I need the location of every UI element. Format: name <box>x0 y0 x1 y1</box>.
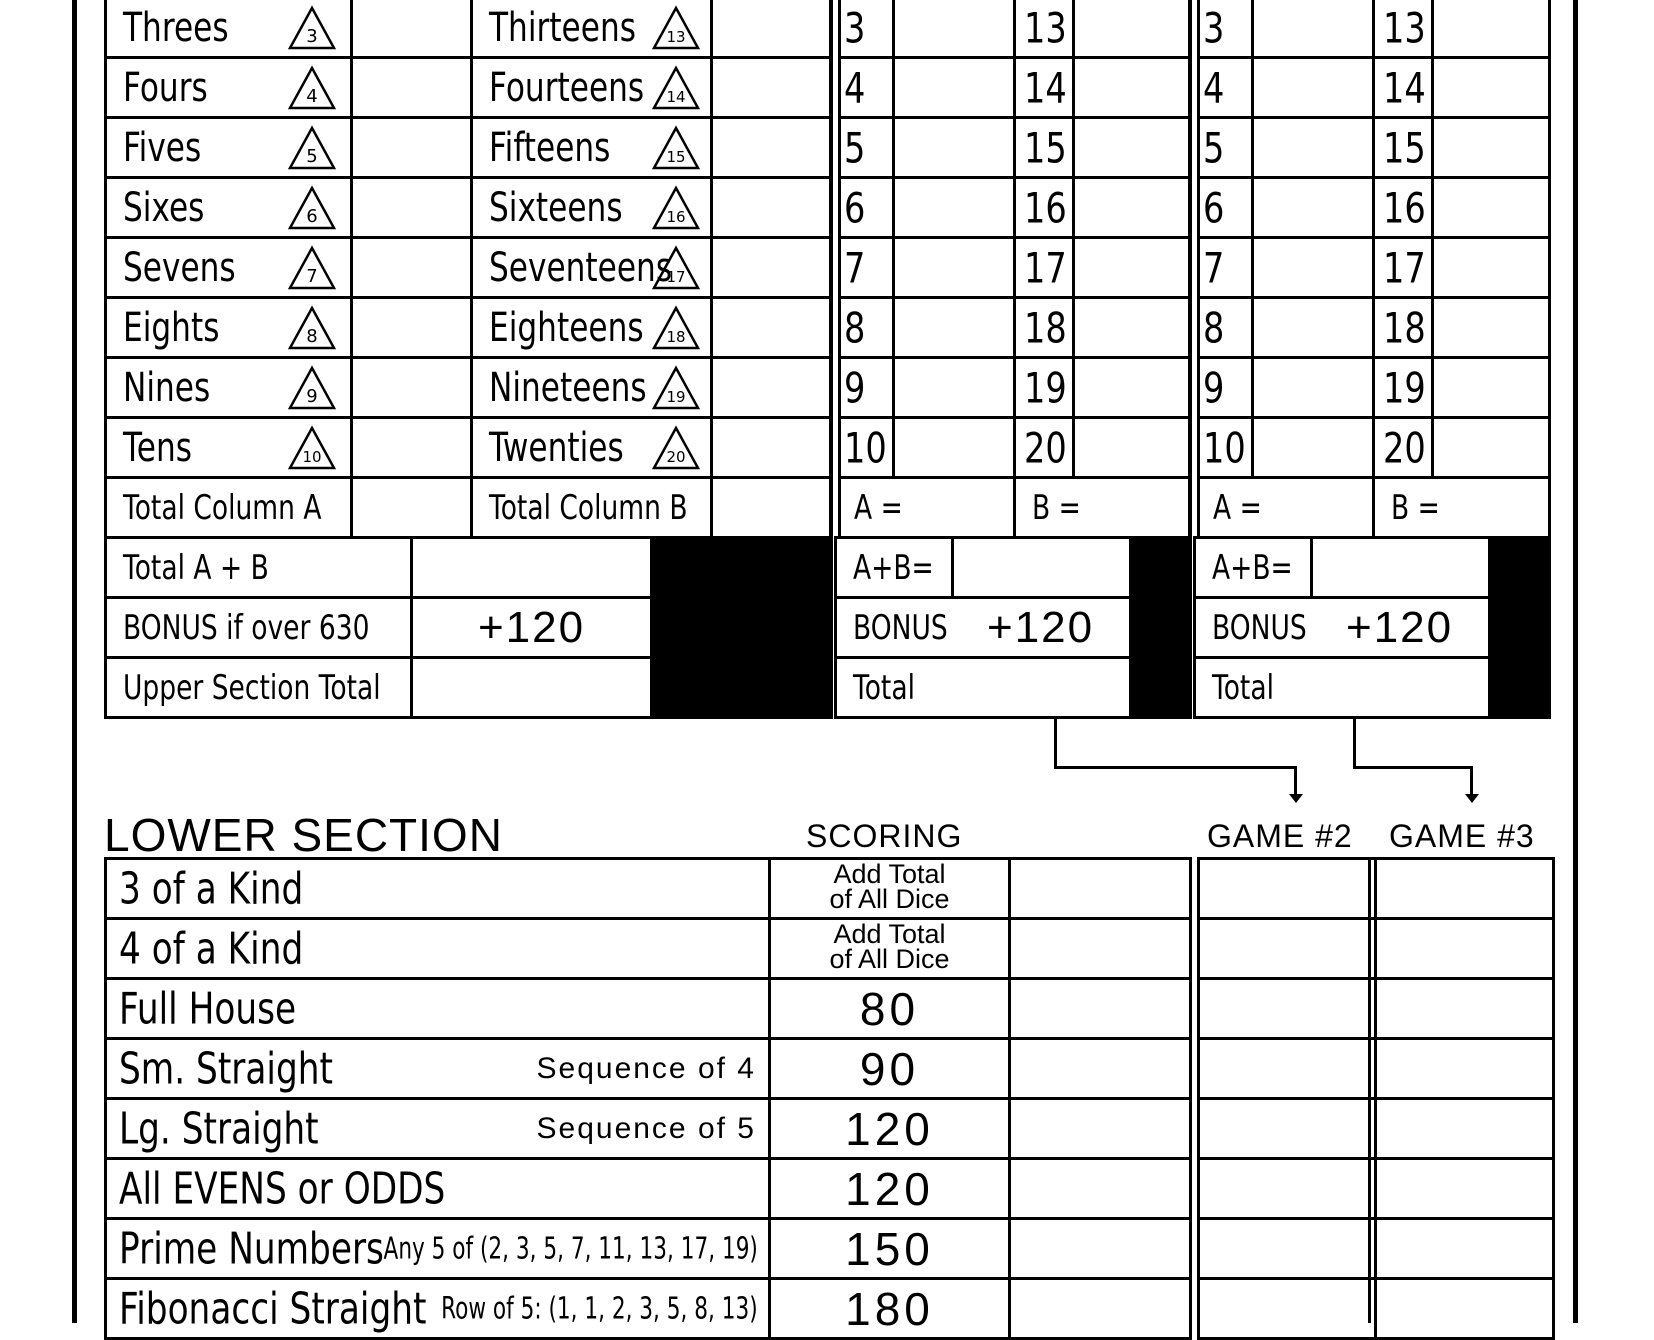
lower-row-label <box>104 1097 771 1160</box>
score-cell-b[interactable] <box>710 356 830 419</box>
game-number: 17 <box>1024 243 1067 292</box>
game1-score-cell[interactable] <box>1008 917 1192 980</box>
triangle-number-icon <box>651 245 701 291</box>
game-number: 16 <box>1024 183 1067 232</box>
row-label: Tens <box>123 424 192 471</box>
blackout-block <box>1488 536 1551 719</box>
game-score-b[interactable] <box>1072 416 1192 479</box>
game2-score-cell[interactable] <box>1197 857 1377 920</box>
triangle-number-icon <box>651 305 701 351</box>
game-score-b[interactable] <box>1431 116 1551 179</box>
score-cell-a[interactable] <box>350 116 473 179</box>
bonus-label-text: BONUS if over 630 <box>123 607 370 648</box>
game-score-b[interactable] <box>1072 176 1192 239</box>
game-number-cell <box>1372 296 1434 359</box>
score-cell-b[interactable] <box>710 0 830 59</box>
svg-text:10: 10 <box>302 448 322 466</box>
game-number-cell <box>838 56 895 119</box>
row-label: Nineteens <box>489 364 647 411</box>
game-number-cell <box>1372 416 1434 479</box>
game-number: 18 <box>1383 303 1426 352</box>
svg-text:16: 16 <box>666 208 686 226</box>
score-value: 80 <box>859 982 920 1035</box>
row-label: Fifteens <box>489 124 611 171</box>
triangle-number-icon <box>287 65 337 111</box>
game-number-cell <box>838 116 895 179</box>
svg-text:14: 14 <box>666 88 686 106</box>
triangle-number-icon <box>651 185 701 231</box>
game-number-cell <box>1197 116 1254 179</box>
triangle-number-icon <box>651 125 701 171</box>
total-column-b-cell[interactable] <box>710 476 830 539</box>
upper-row-label-b <box>470 56 713 119</box>
svg-text:19: 19 <box>666 388 686 406</box>
game-total-a[interactable] <box>1197 476 1375 539</box>
upper-row-label-b <box>470 236 713 299</box>
upper-section-total-cell[interactable] <box>410 656 653 719</box>
double-rule <box>1368 857 1371 1323</box>
game-number: 5 <box>844 123 866 172</box>
row-label: Threes <box>123 4 229 51</box>
game-number-cell <box>1013 116 1075 179</box>
game1-score-cell[interactable] <box>1008 1217 1192 1280</box>
svg-text:18: 18 <box>666 328 686 346</box>
game-total-label: Total <box>1212 667 1274 708</box>
svg-text:9: 9 <box>306 386 318 407</box>
game3-score-cell[interactable] <box>1374 857 1555 920</box>
score-cell-b[interactable] <box>710 56 830 119</box>
score-cell-a[interactable] <box>350 416 473 479</box>
upper-row-label-a <box>104 176 353 239</box>
score-line2: of All Dice <box>829 944 950 974</box>
lower-row-label <box>104 977 771 1040</box>
game1-score-cell[interactable] <box>1008 857 1192 920</box>
row-label: Sevens <box>123 244 236 291</box>
row-label: Eights <box>123 304 220 351</box>
game-number-cell <box>1197 356 1254 419</box>
score-line1: Add Total <box>833 919 946 949</box>
game2-score-cell[interactable] <box>1197 1097 1377 1160</box>
score-line1: Add Total <box>833 859 946 889</box>
game-score-b[interactable] <box>1072 236 1192 299</box>
connector-line <box>1054 716 1057 768</box>
game-number-cell <box>1197 296 1254 359</box>
game-number-cell <box>838 0 895 59</box>
game-score-b[interactable] <box>1072 116 1192 179</box>
game-number-cell <box>1013 356 1075 419</box>
game-number: 19 <box>1024 363 1067 412</box>
game-number: 19 <box>1383 363 1426 412</box>
game-number: 15 <box>1383 123 1426 172</box>
game-number: 20 <box>1383 423 1426 472</box>
upper-section-total-label <box>104 656 413 719</box>
scoring-cell <box>768 857 1011 920</box>
game-number: 16 <box>1383 183 1426 232</box>
game-bonus-label: BONUS <box>853 607 948 648</box>
game-number-cell <box>1013 416 1075 479</box>
bonus-label-cell[interactable] <box>410 596 653 659</box>
game-number: 8 <box>1203 303 1225 352</box>
upper-row-label-a <box>104 0 353 59</box>
game-score-a[interactable] <box>892 296 1016 359</box>
score-value: 150 <box>845 1222 934 1275</box>
game-b-label: B = <box>1391 487 1440 528</box>
game-total-cell[interactable] <box>834 656 1132 719</box>
game-number-cell <box>838 236 895 299</box>
game-score-b[interactable] <box>1431 0 1551 59</box>
game3-score-cell[interactable] <box>1374 1157 1555 1220</box>
connector-line <box>1054 766 1297 769</box>
lower-row-label-text: Prime Numbers <box>119 1223 384 1274</box>
double-rule <box>1374 857 1377 1323</box>
svg-text:3: 3 <box>306 26 318 47</box>
row-label: Thirteens <box>489 4 636 51</box>
row-label: Sixes <box>123 184 205 231</box>
game-number-cell <box>1013 296 1075 359</box>
lower-row-note: Sequence of 4 <box>536 1051 756 1085</box>
game-total-a[interactable] <box>838 476 1016 539</box>
game-score-a[interactable] <box>1251 56 1375 119</box>
lower-row-note: Row of 5: (1, 1, 2, 3, 5, 8, 13) <box>441 1291 758 1326</box>
lower-row-label-text: Full House <box>119 983 297 1034</box>
game3-score-cell[interactable] <box>1374 1097 1555 1160</box>
game-score-b[interactable] <box>1072 0 1192 59</box>
game-number-cell <box>1372 0 1434 59</box>
triangle-number-icon <box>287 365 337 411</box>
game-number: 17 <box>1383 243 1426 292</box>
game-bonus-label: BONUS <box>1212 607 1307 648</box>
game-number: 9 <box>844 363 866 412</box>
scoring-cell <box>768 1097 1011 1160</box>
game1-score-cell[interactable] <box>1008 1157 1192 1220</box>
game1-score-cell[interactable] <box>1008 1097 1192 1160</box>
game3-score-cell[interactable] <box>1374 917 1555 980</box>
svg-text:7: 7 <box>306 266 318 287</box>
blackout-block <box>1129 536 1192 719</box>
game-number-cell <box>838 176 895 239</box>
upper-row-label-b <box>470 0 713 59</box>
total-a-plus-b-cell[interactable] <box>410 536 653 599</box>
svg-text:17: 17 <box>666 268 686 286</box>
game1-score-cell[interactable] <box>1008 977 1192 1040</box>
game-a-label: A = <box>854 487 903 528</box>
game2-score-cell[interactable] <box>1197 977 1377 1040</box>
double-rule <box>1189 857 1192 1323</box>
game-score-a[interactable] <box>892 236 1016 299</box>
triangle-number-icon <box>287 425 337 471</box>
game-number-cell <box>1372 356 1434 419</box>
upper-row-label-a <box>104 416 353 479</box>
game-score-a[interactable] <box>1251 236 1375 299</box>
game2-score-cell[interactable] <box>1197 1277 1377 1340</box>
score-cell-b[interactable] <box>710 116 830 179</box>
game-number-cell <box>1197 56 1254 119</box>
game-score-b[interactable] <box>1431 356 1551 419</box>
game-number: 10 <box>1203 423 1246 472</box>
game-ab-cell[interactable] <box>1310 536 1491 599</box>
game-number: 15 <box>1024 123 1067 172</box>
connector-line <box>1470 766 1473 796</box>
score-cell-a[interactable] <box>350 176 473 239</box>
game-number: 13 <box>1383 3 1426 52</box>
game-number: 8 <box>844 303 866 352</box>
triangle-number-icon <box>287 245 337 291</box>
game-bonus-cell <box>834 596 1132 659</box>
game-ab-text: A+B= <box>1212 547 1293 588</box>
scoring-cell <box>768 1157 1011 1220</box>
game-score-a[interactable] <box>1251 356 1375 419</box>
game-number: 4 <box>844 63 866 112</box>
score-cell-b[interactable] <box>710 416 830 479</box>
score-value: 180 <box>845 1282 934 1335</box>
upper-row-label-b <box>470 356 713 419</box>
bonus-label-label <box>104 596 413 659</box>
upper-row-label-a <box>104 236 353 299</box>
lower-row-note: Sequence of 5 <box>536 1111 756 1145</box>
game-score-b[interactable] <box>1431 236 1551 299</box>
total-col-b-text: Total Column B <box>489 487 688 528</box>
game-score-b[interactable] <box>1072 356 1192 419</box>
game-ab-label <box>1193 536 1313 599</box>
game-number: 3 <box>844 3 866 52</box>
lower-row-label-text: 3 of a Kind <box>119 863 304 914</box>
lower-row-label <box>104 1277 771 1340</box>
score-cell-b[interactable] <box>710 176 830 239</box>
game-score-a[interactable] <box>1251 176 1375 239</box>
game-number-cell <box>1197 176 1254 239</box>
scoring-cell <box>768 1277 1011 1340</box>
game-a-label: A = <box>1213 487 1262 528</box>
game-number: 20 <box>1024 423 1067 472</box>
triangle-number-icon <box>651 425 701 471</box>
game-score-b[interactable] <box>1072 296 1192 359</box>
lower-row-label-text: All EVENS or ODDS <box>119 1163 446 1214</box>
connector-line <box>1353 766 1473 769</box>
svg-text:8: 8 <box>306 326 318 347</box>
game3-score-cell[interactable] <box>1374 1217 1555 1280</box>
total-a-plus-b-label <box>104 536 413 599</box>
total-column-a-label <box>104 476 353 539</box>
game-number-cell <box>838 416 895 479</box>
game-number-cell <box>1013 236 1075 299</box>
upper-row-label-b <box>470 116 713 179</box>
game-score-a[interactable] <box>892 56 1016 119</box>
upper-row-label-b <box>470 416 713 479</box>
triangle-number-icon <box>651 365 701 411</box>
game-number: 18 <box>1024 303 1067 352</box>
scoring-header: SCORING <box>806 818 963 854</box>
game-number: 10 <box>844 423 887 472</box>
game-number: 14 <box>1024 63 1067 112</box>
game3-score-cell[interactable] <box>1374 1037 1555 1100</box>
upper-row-label-a <box>104 296 353 359</box>
scoring-cell <box>768 1217 1011 1280</box>
row-label: Sixteens <box>489 184 623 231</box>
game-number: 9 <box>1203 363 1225 412</box>
game3-score-cell[interactable] <box>1374 1277 1555 1340</box>
game-score-a[interactable] <box>892 356 1016 419</box>
game-number-cell <box>1197 0 1254 59</box>
game-score-a[interactable] <box>892 416 1016 479</box>
triangle-number-icon <box>287 305 337 351</box>
lower-row-label <box>104 857 771 920</box>
game-number: 3 <box>1203 3 1225 52</box>
game-ab-cell[interactable] <box>951 536 1132 599</box>
triangle-number-icon <box>651 65 701 111</box>
row-label: Fours <box>123 64 208 111</box>
row-label: Seventeens <box>489 244 673 291</box>
game-score-a[interactable] <box>1251 0 1375 59</box>
game2-score-cell[interactable] <box>1197 1037 1377 1100</box>
bonus-value: +120 <box>477 602 586 652</box>
row-label: Eighteens <box>489 304 644 351</box>
game-score-b[interactable] <box>1431 416 1551 479</box>
scoring-cell <box>768 917 1011 980</box>
blackout-block <box>650 536 833 719</box>
game-number: 4 <box>1203 63 1225 112</box>
triangle-number-icon <box>287 185 337 231</box>
game-number-cell <box>1197 416 1254 479</box>
arrow-down-icon <box>1289 794 1303 803</box>
page-border-left <box>72 0 77 1323</box>
game-score-a[interactable] <box>892 176 1016 239</box>
lower-row-label <box>104 917 771 980</box>
game-number: 7 <box>1203 243 1225 292</box>
game-number-cell <box>1372 176 1434 239</box>
lower-row-label-text: Lg. Straight <box>119 1103 319 1154</box>
lower-row-label-text: Fibonacci Straight <box>119 1283 427 1334</box>
score-value: 120 <box>845 1102 934 1155</box>
connector-line <box>1353 716 1356 768</box>
double-rule <box>829 0 833 539</box>
svg-text:13: 13 <box>666 28 686 46</box>
game1-score-cell[interactable] <box>1008 1277 1192 1340</box>
total-column-a-cell[interactable] <box>350 476 473 539</box>
upper-row-label-b <box>470 296 713 359</box>
game-number-cell <box>1013 0 1075 59</box>
triangle-number-icon <box>287 5 337 51</box>
game-score-a[interactable] <box>892 0 1016 59</box>
svg-text:20: 20 <box>666 448 686 466</box>
row-label: Fives <box>123 124 202 171</box>
game2-score-cell[interactable] <box>1197 1217 1377 1280</box>
game1-score-cell[interactable] <box>1008 1037 1192 1100</box>
score-cell-b[interactable] <box>710 296 830 359</box>
scoring-cell <box>768 1037 1011 1100</box>
lower-row-label <box>104 1157 771 1220</box>
game-number-cell <box>1013 56 1075 119</box>
triangle-number-icon <box>651 5 701 51</box>
score-cell-a[interactable] <box>350 236 473 299</box>
game-number: 6 <box>844 183 866 232</box>
svg-text:4: 4 <box>306 86 318 107</box>
game-number: 7 <box>844 243 866 292</box>
game-ab-text: A+B= <box>853 547 934 588</box>
upper-row-label-a <box>104 56 353 119</box>
total-a-plus-b-text: Total A + B <box>123 547 269 588</box>
connector-line <box>1294 766 1297 796</box>
game-total-label: Total <box>853 667 915 708</box>
lower-row-label <box>104 1037 771 1100</box>
game-score-a[interactable] <box>892 116 1016 179</box>
score-cell-a[interactable] <box>350 56 473 119</box>
row-label: Fourteens <box>489 64 645 111</box>
upper-row-label-a <box>104 116 353 179</box>
game-number-cell <box>1372 236 1434 299</box>
game2-score-cell[interactable] <box>1197 917 1377 980</box>
game-score-a[interactable] <box>1251 116 1375 179</box>
total-column-b-label <box>470 476 713 539</box>
lower-row-label-text: 4 of a Kind <box>119 923 304 974</box>
game-score-b[interactable] <box>1431 296 1551 359</box>
score-cell-a[interactable] <box>350 356 473 419</box>
upper-row-label-a <box>104 356 353 419</box>
game-number-cell <box>1372 116 1434 179</box>
lower-row-note: Any 5 of (2, 3, 5, 7, 11, 13, 17, 19) <box>383 1231 758 1266</box>
svg-text:5: 5 <box>306 146 318 167</box>
row-label: Nines <box>123 364 211 411</box>
game-score-a[interactable] <box>1251 416 1375 479</box>
game2-header: GAME #2 <box>1207 818 1353 854</box>
game-total-cell[interactable] <box>1193 656 1491 719</box>
lower-section-title: LOWER SECTION <box>104 809 503 861</box>
page-border-right <box>1573 0 1578 1323</box>
game-number-cell <box>838 356 895 419</box>
game-bonus-value: +120 <box>987 602 1095 652</box>
triangle-number-icon <box>287 125 337 171</box>
game-total-b[interactable] <box>1372 476 1551 539</box>
upper-section-total-text: Upper Section Total <box>123 667 381 708</box>
lower-row-label <box>104 1217 771 1280</box>
score-cell-a[interactable] <box>350 0 473 59</box>
score-line2: of All Dice <box>829 884 950 914</box>
game-number-cell <box>838 296 895 359</box>
svg-text:15: 15 <box>666 148 686 166</box>
game-number: 6 <box>1203 183 1225 232</box>
arrow-down-icon <box>1465 794 1479 803</box>
score-cell-a[interactable] <box>350 296 473 359</box>
game-number: 13 <box>1024 3 1067 52</box>
game3-header: GAME #3 <box>1389 818 1535 854</box>
game-number-cell <box>1013 176 1075 239</box>
game-number-cell <box>1372 56 1434 119</box>
scoring-cell <box>768 977 1011 1040</box>
svg-text:6: 6 <box>306 206 318 227</box>
game-b-label: B = <box>1032 487 1081 528</box>
game-number-cell <box>1197 236 1254 299</box>
score-cell-b[interactable] <box>710 236 830 299</box>
row-label: Twenties <box>489 424 624 471</box>
game-score-b[interactable] <box>1072 56 1192 119</box>
game2-score-cell[interactable] <box>1197 1157 1377 1220</box>
total-col-a-text: Total Column A <box>123 487 322 528</box>
game-number: 14 <box>1383 63 1426 112</box>
game-total-b[interactable] <box>1013 476 1192 539</box>
game-score-b[interactable] <box>1431 56 1551 119</box>
score-value: 90 <box>859 1042 920 1095</box>
upper-row-label-b <box>470 176 713 239</box>
game-score-a[interactable] <box>1251 296 1375 359</box>
game-bonus-cell <box>1193 596 1491 659</box>
score-value: 120 <box>845 1162 934 1215</box>
game-ab-label <box>834 536 954 599</box>
game-number: 5 <box>1203 123 1225 172</box>
game3-score-cell[interactable] <box>1374 977 1555 1040</box>
game-score-b[interactable] <box>1431 176 1551 239</box>
game-bonus-value: +120 <box>1346 602 1454 652</box>
lower-row-label-text: Sm. Straight <box>119 1043 333 1094</box>
